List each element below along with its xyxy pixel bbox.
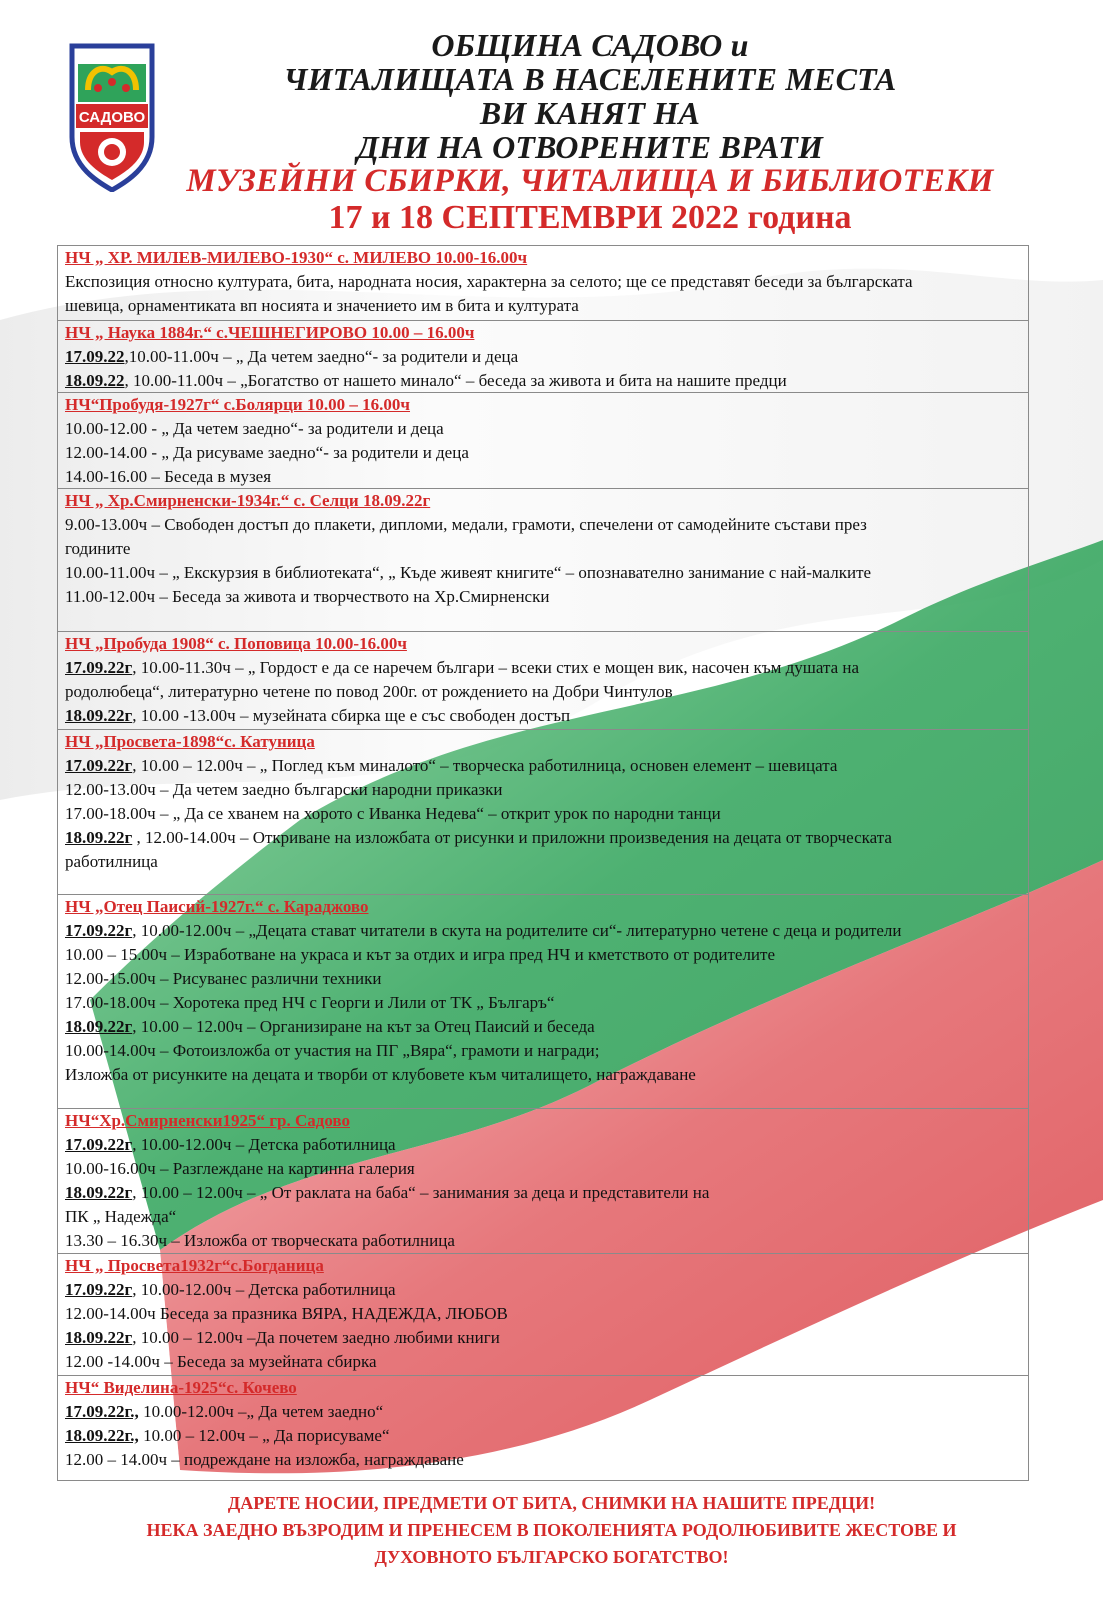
line-text: , 10.00 -13.00ч – музейната сбирка ще е със свободен достъп	[132, 706, 571, 725]
program-line	[65, 585, 1021, 609]
program-line	[65, 417, 1021, 441]
program-line	[65, 513, 1021, 537]
line-text: 12.00-13.00ч – Да четем заедно български народни приказки	[65, 780, 503, 799]
line-text: 14.00-16.00 – Беседа в музея	[65, 467, 272, 486]
program-line	[65, 1400, 1021, 1424]
program-line	[65, 778, 1021, 802]
line-text: , 10.00-12.00ч – Детска работилница	[132, 1135, 396, 1154]
program-section	[58, 393, 1028, 489]
section-title: НЧ „ Просвета1932г“с.Богданица	[65, 1256, 324, 1275]
line-text: , 10.00 – 12.00ч – „ Поглед към миналото“ – творческа работилница, основен елемент – шевицата	[132, 756, 838, 775]
line-text: , 10.00 – 12.00ч – Организиране на кът за Отец Паисий и беседа	[132, 1017, 595, 1036]
program-line	[65, 919, 1021, 943]
line-text: 10.00-14.00ч – Фотоизложба от участия на ПГ „Вяра“, грамоти и награди;	[65, 1041, 600, 1060]
line-text: , 10.00 – 12.00ч –Да почетем заедно любими книги	[132, 1328, 500, 1347]
line-text: 10.00 – 15.00ч – Изработване на украса и кът за отдих и игра пред НЧ и кметството от родителите	[65, 945, 776, 964]
program-line	[65, 802, 1021, 826]
program-line	[65, 1448, 1021, 1472]
program-line	[65, 369, 1021, 393]
line-date: 17.09.22г	[65, 658, 133, 677]
section-title: НЧ „ Хр.Смирненски-1934г.“ с. Селци 18.09.22г	[65, 491, 431, 510]
program-section	[58, 895, 1028, 1109]
program-section	[58, 730, 1028, 895]
line-date: 18.09.22г.,	[65, 1426, 139, 1445]
line-text: , 10.00-11.30ч – „ Гордост е да се наречем българи – всеки стих е мощен вик, насочен към душата на	[132, 658, 860, 677]
line-text: 12.00-14.00 - „ Да рисуваме заедно“- за родители и деца	[65, 443, 469, 462]
program-line	[65, 754, 1021, 778]
program-line	[65, 1302, 1021, 1326]
section-title: НЧ“Пробудя-1927г“ с.Болярци 10.00 – 16.00ч	[65, 395, 411, 414]
program-line	[65, 1350, 1021, 1374]
program-line	[65, 704, 1021, 728]
header-line-community-centers: ЧИТАЛИЩАТА В НАСЕЛЕНИТЕ МЕСТА	[283, 61, 897, 97]
program-table	[57, 245, 1029, 1481]
program-line	[65, 270, 1021, 294]
line-text: 13.30 – 16.30ч – Изложба от творческата работилница	[65, 1231, 455, 1250]
sadovo-coat-of-arms-icon	[66, 42, 158, 192]
header	[180, 28, 1000, 238]
footer-line-2: НЕКА ЗАЕДНО ВЪЗРОДИМ И ПРЕНЕСЕМ В ПОКОЛЕНИЯТА РОДОЛЮБИВИТЕ ЖЕСТОВЕ И	[146, 1520, 957, 1540]
line-date: 18.09.22г	[65, 706, 133, 725]
line-date: 18.09.22г	[65, 828, 133, 847]
line-text: 10.00-11.00ч – „ Екскурзия в библиотеката“, „ Къде живеят книгите“ – опознавателно занимание с най-малките	[65, 563, 872, 582]
header-line-invite: ВИ КАНЯТ НА	[479, 95, 701, 131]
section-title: НЧ „ ХР. МИЛЕВ-МИЛЕВО-1930“ с. МИЛЕВО 10.00-16.00ч	[65, 248, 528, 267]
line-text: 12.00-15.00ч – Рисуванес различни техники	[65, 969, 382, 988]
program-line	[65, 1278, 1021, 1302]
header-line-municipality: ОБЩИНА САДОВО и	[431, 27, 749, 63]
line-text: 9.00-13.00ч – Свободен достъп до плакети, дипломи, медали, грамоти, спечелени от самодейните състави през	[65, 515, 867, 534]
line-text: 10.00-12.00 - „ Да четем заедно“- за родители и деца	[65, 419, 444, 438]
program-line	[65, 826, 1021, 850]
emblem-label: САДОВО	[78, 109, 146, 126]
program-line	[65, 943, 1021, 967]
line-text: 17.00-18.00ч – „ Да се хванем на хорото с Иванка Недева“ – открит урок по народни танци	[65, 804, 721, 823]
line-date: 17.09.22	[65, 347, 125, 366]
line-text: 12.00-14.00ч Беседа за празника ВЯРА, НАДЕЖДА, ЛЮБОВ	[65, 1304, 508, 1323]
header-line-open-doors: ДНИ НА ОТВОРЕНИТЕ ВРАТИ	[356, 129, 824, 165]
line-text: родолюбеца“, литературно четене по повод 200г. от рождението на Добри Чинтулов	[65, 682, 673, 701]
line-date: 17.09.22г	[65, 1135, 133, 1154]
program-line	[65, 1181, 1021, 1205]
program-line	[65, 1063, 1021, 1087]
program-line	[65, 656, 1021, 680]
line-text: 12.00 – 14.00ч – подреждане на изложба, награждаване	[65, 1450, 464, 1469]
section-title: НЧ“ Виделина-1925“с. Кочево	[65, 1378, 297, 1397]
program-line	[65, 537, 1021, 561]
line-date: 17.09.22г.,	[65, 1402, 139, 1421]
program-line	[65, 850, 1021, 874]
line-date: 18.09.22г	[65, 1183, 133, 1202]
section-title: НЧ „Отец Паисий-1927г.“ с. Караджово	[65, 897, 369, 916]
line-text: , 12.00-14.00ч – Откриване на изложбата от рисунки и приложни произведения на децата от творческата	[132, 828, 892, 847]
program-line	[65, 441, 1021, 465]
line-text: Изложба от рисунките на децата и творби от клубовете към читалището, награждаване	[65, 1065, 696, 1084]
line-text: , 10.00 – 12.00ч – „ От раклата на баба“ – занимания за деца и представители на	[132, 1183, 710, 1202]
line-text: Експозиция относно културата, бита, народната носия, характерна за селото; ще се представят беседи за българската	[65, 272, 913, 291]
section-title: НЧ „Пробуда 1908“ с. Поповица 10.00-16.00ч	[65, 634, 407, 653]
program-line	[65, 1229, 1021, 1253]
line-text: годините	[65, 539, 131, 558]
line-text: 10.00-16.00ч – Разглеждане на картинна галерия	[65, 1159, 415, 1178]
program-section	[58, 1254, 1028, 1376]
event-date: 17 и 18 СЕПТЕМВРИ 2022 година	[328, 199, 852, 236]
line-text: , 10.00-11.00ч – „Богатство от нашето минало“ – беседа за живота и бита на нашите предци	[124, 371, 787, 390]
line-date: 18.09.22	[65, 371, 125, 390]
section-title: НЧ“Хр.Смирненски1925“ гр. Садово	[65, 1111, 350, 1130]
program-line	[65, 1039, 1021, 1063]
line-text: 11.00-12.00ч – Беседа за живота и творчеството на Хр.Смирненски	[65, 587, 550, 606]
line-text: , 10.00-12.00ч – „Децата стават читатели в скута на родителите си“- литературно четене с деца и родители	[132, 921, 902, 940]
footer-line-1: ДАРЕТЕ НОСИИ, ПРЕДМЕТИ ОТ БИТА, СНИМКИ НА НАШИТЕ ПРЕДЦИ!	[227, 1493, 876, 1513]
program-line	[65, 1133, 1021, 1157]
line-text: ПК „ Надежда“	[65, 1207, 177, 1226]
line-text: 10.00-12.00ч –„ Да четем заедно“	[138, 1402, 384, 1421]
program-section	[58, 1109, 1028, 1254]
line-date: 18.09.22г	[65, 1017, 133, 1036]
program-line	[65, 345, 1021, 369]
line-date: 18.09.22г	[65, 1328, 133, 1347]
line-text: работилница	[65, 852, 158, 871]
program-line	[65, 1015, 1021, 1039]
section-title: НЧ „Просвета-1898“с. Катуница	[65, 732, 315, 751]
program-line	[65, 294, 1021, 318]
line-date: 17.09.22г	[65, 921, 133, 940]
program-section	[58, 1376, 1028, 1482]
line-date: 17.09.22г	[65, 1280, 133, 1299]
line-text: 12.00 -14.00ч – Беседа за музейната сбирка	[65, 1352, 377, 1371]
program-section	[58, 321, 1028, 393]
section-title: НЧ „ Наука 1884г.“ с.ЧЕШНЕГИРОВО 10.00 – 16.00ч	[65, 323, 475, 342]
program-line	[65, 1157, 1021, 1181]
footer-line-3: ДУХОВНОТО БЪЛГАРСКО БОГАТСТВО!	[374, 1547, 729, 1567]
header-line-museums: МУЗЕЙНИ СБИРКИ, ЧИТАЛИЩА И БИБЛИОТЕКИ	[186, 163, 994, 199]
program-line	[65, 465, 1021, 489]
program-section	[58, 489, 1028, 632]
program-line	[65, 1326, 1021, 1350]
program-line	[65, 680, 1021, 704]
line-text: 17.00-18.00ч – Хоротека пред НЧ с Георги и Лили от ТК „ Българъ“	[65, 993, 555, 1012]
program-line	[65, 1205, 1021, 1229]
program-line	[65, 561, 1021, 585]
program-line	[65, 967, 1021, 991]
program-line	[65, 1424, 1021, 1448]
line-date: 17.09.22г	[65, 756, 133, 775]
program-section	[58, 246, 1028, 321]
program-line	[65, 991, 1021, 1015]
line-text: ,10.00-11.00ч – „ Да четем заедно“- за родители и деца	[124, 347, 519, 366]
line-text: 10.00 – 12.00ч – „ Да порисуваме“	[138, 1426, 390, 1445]
program-section	[58, 632, 1028, 730]
line-text: шевица, орнаментиката вп носията и значението им в бита и културата	[65, 296, 579, 315]
line-text: , 10.00-12.00ч – Детска работилница	[132, 1280, 396, 1299]
footer-appeal	[40, 1490, 1063, 1571]
